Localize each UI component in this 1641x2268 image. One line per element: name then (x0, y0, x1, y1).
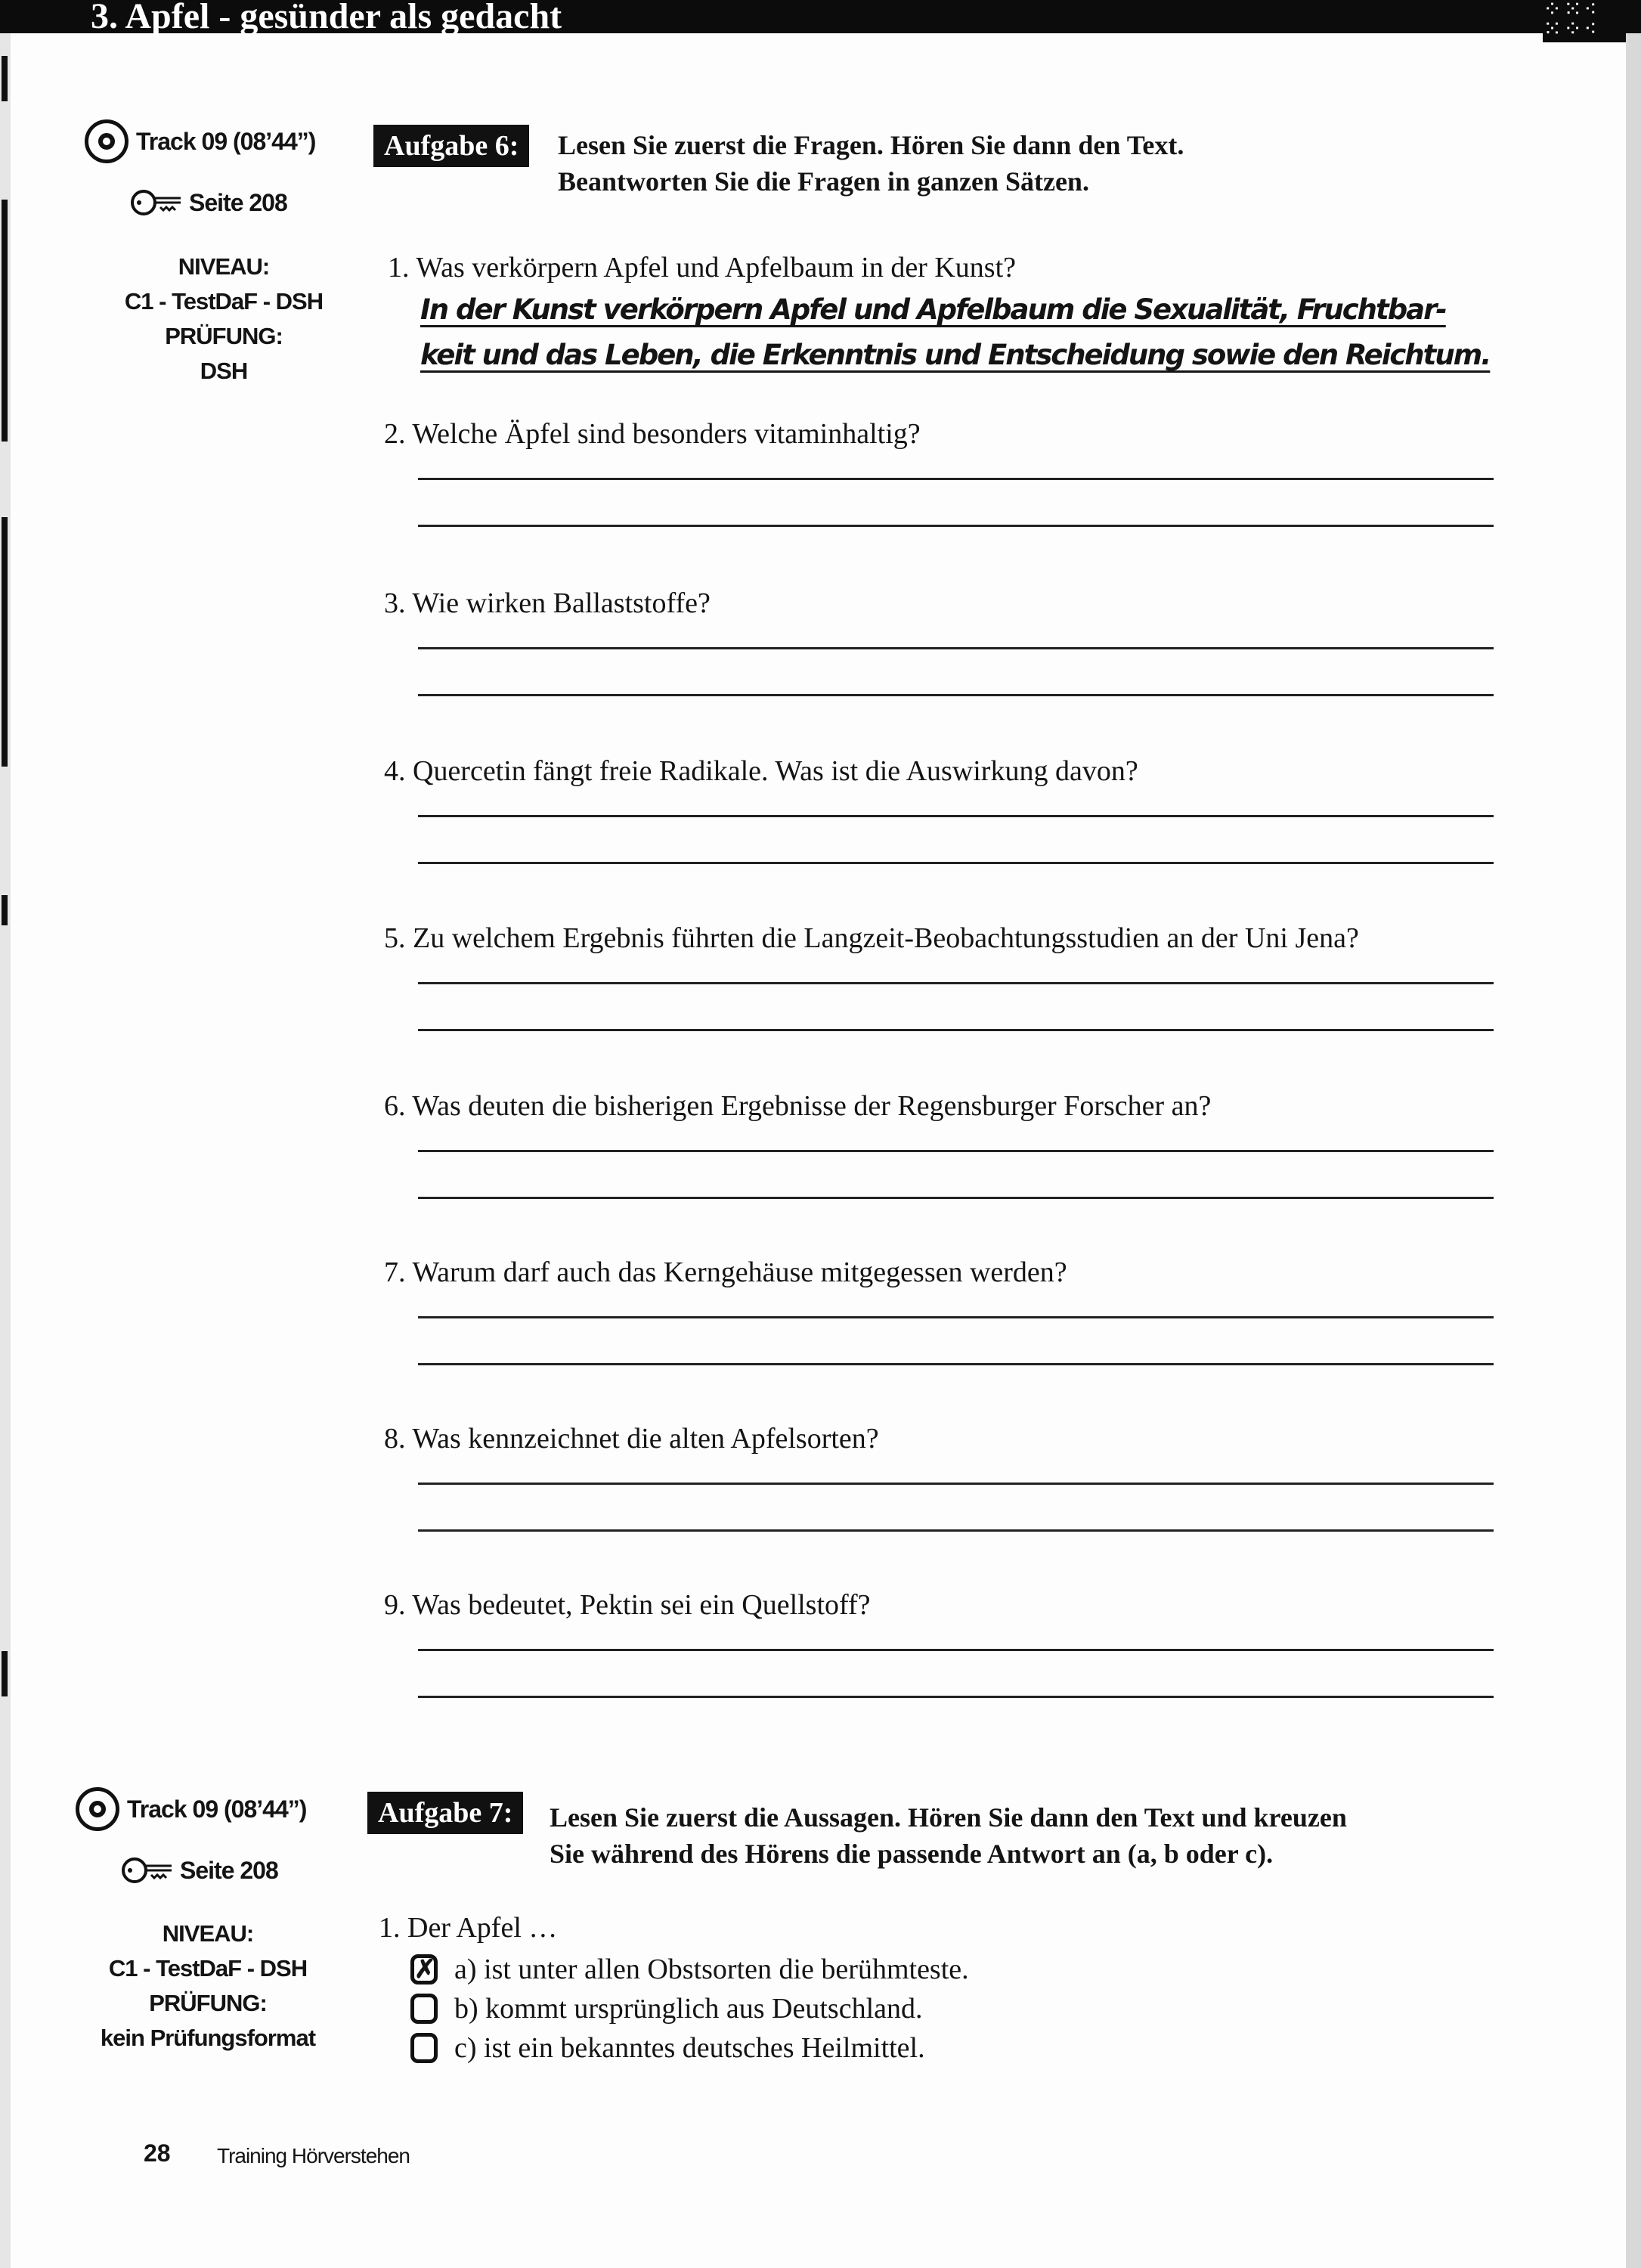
cd-icon (76, 1787, 119, 1831)
track-label: Track 09 (08’44”) (136, 127, 316, 155)
option-c[interactable] (410, 2031, 925, 2065)
niveau-value: C1 - TestDaF - DSH (108, 1955, 308, 1981)
answer-line[interactable] (418, 982, 1494, 984)
pruefung-label: PRÜFUNG: (165, 323, 283, 349)
question-8: 8. Was kennzeichnet die alten Apfelsorten? (384, 1423, 879, 1455)
option-a[interactable] (410, 1953, 969, 1986)
page-binding-edge (0, 33, 11, 2268)
question-5: 5. Zu welchem Ergebnis führten die Langzeit-Beobachtungsstudien an der Uni Jena? (384, 922, 1359, 954)
question-2: 2. Welche Äpfel sind besonders vitaminhaltig? (384, 418, 921, 450)
question-1: 1. Was verkörpern Apfel und Apfelbaum in der Kunst? (388, 252, 1016, 284)
page-right-edge (1626, 33, 1641, 2268)
answer-line[interactable] (418, 862, 1494, 864)
question-3: 3. Wie wirken Ballaststoffe? (384, 587, 711, 619)
checkbox-checked[interactable]: ✗ (410, 1954, 438, 1984)
pruefung-value: DSH (200, 358, 248, 384)
answer-line[interactable] (418, 815, 1494, 817)
instruction-line: Sie während des Hörens die passende Antwort an (a, b oder c). (550, 1839, 1274, 1869)
key-icon (121, 1854, 174, 1887)
task-instructions-6 (558, 127, 1184, 200)
key-icon (130, 186, 183, 219)
pruefung-value: kein Prüfungsformat (100, 2025, 316, 2051)
track-label: Track 09 (08’44”) (127, 1795, 307, 1823)
task-label-6: Aufgabe 6: (373, 125, 529, 167)
chapter-title: 3. Apfel - gesünder als gedacht (91, 0, 562, 36)
answer-key-ref-6[interactable] (130, 186, 287, 219)
task-instructions-7 (550, 1799, 1347, 1872)
question-7: 7. Warum darf auch das Kerngehäuse mitgegessen werden? (384, 1256, 1067, 1288)
key-ref-label: Seite 208 (180, 1856, 278, 1884)
answer-key-ref-7[interactable] (121, 1854, 278, 1887)
pruefung-label: PRÜFUNG: (149, 1990, 267, 2016)
answer-text[interactable]: keit und das Leben, die Erkenntnis und Entscheidung sowie den Reichtum. (420, 339, 1491, 371)
answer-line[interactable] (418, 1363, 1494, 1365)
answer-line[interactable] (418, 1029, 1494, 1031)
answer-line[interactable] (418, 1150, 1494, 1152)
key-ref-label: Seite 208 (189, 188, 287, 216)
level-info-7 (83, 1916, 333, 2056)
answer-line[interactable] (418, 1649, 1494, 1651)
level-info-6 (95, 249, 352, 389)
book-title: Training Hörverstehen (217, 2144, 410, 2167)
audio-track-6[interactable] (85, 119, 315, 163)
niveau-value: C1 - TestDaF - DSH (124, 288, 324, 314)
instruction-line: Beantworten Sie die Fragen in ganzen Sätzen. (558, 166, 1089, 197)
answer-line[interactable] (418, 1316, 1494, 1318)
niveau-label: NIVEAU: (162, 1920, 254, 1947)
decorative-ornament-icon: ⁘⁙⁖ ⁙⁘⁖ (1543, 0, 1626, 42)
answer-line[interactable] (418, 1529, 1494, 1532)
audio-track-7[interactable] (76, 1787, 306, 1831)
answer-line[interactable] (418, 1696, 1494, 1698)
checkbox[interactable] (410, 2033, 438, 2063)
task-label-7: Aufgabe 7: (367, 1792, 523, 1834)
question-6: 6. Was deuten die bisherigen Ergebnisse der Regensburger Forscher an? (384, 1090, 1212, 1122)
question-9: 9. Was bedeutet, Pektin sei ein Quellstoff? (384, 1589, 871, 1621)
option-text: a) ist unter allen Obstsorten die berühmteste. (454, 1954, 969, 1985)
instruction-line: Lesen Sie zuerst die Fragen. Hören Sie dann den Text. (558, 130, 1184, 160)
answer-line[interactable] (418, 1197, 1494, 1199)
question-4: 4. Quercetin fängt freie Radikale. Was ist die Auswirkung davon? (384, 755, 1138, 787)
page-number: 28 (144, 2139, 171, 2167)
answer-line[interactable] (418, 647, 1494, 649)
instruction-line: Lesen Sie zuerst die Aussagen. Hören Sie dann den Text und kreuzen (550, 1802, 1347, 1833)
answer-line[interactable] (418, 1483, 1494, 1485)
answer-line[interactable] (418, 525, 1494, 527)
option-b[interactable] (410, 1992, 923, 2025)
cd-icon (85, 119, 128, 163)
answer-line[interactable] (418, 478, 1494, 480)
niveau-label: NIVEAU: (178, 253, 270, 280)
option-text: b) kommt ursprünglich aus Deutschland. (454, 1993, 923, 2025)
answer-text[interactable]: In der Kunst verkörpern Apfel und Apfelbaum die Sexualität, Fruchtbar- (420, 293, 1446, 326)
option-text: c) ist ein bekanntes deutsches Heilmittel. (454, 2032, 925, 2064)
checkbox[interactable] (410, 1994, 438, 2024)
question-7-1: 1. Der Apfel … (379, 1912, 558, 1944)
answer-line[interactable] (418, 694, 1494, 696)
